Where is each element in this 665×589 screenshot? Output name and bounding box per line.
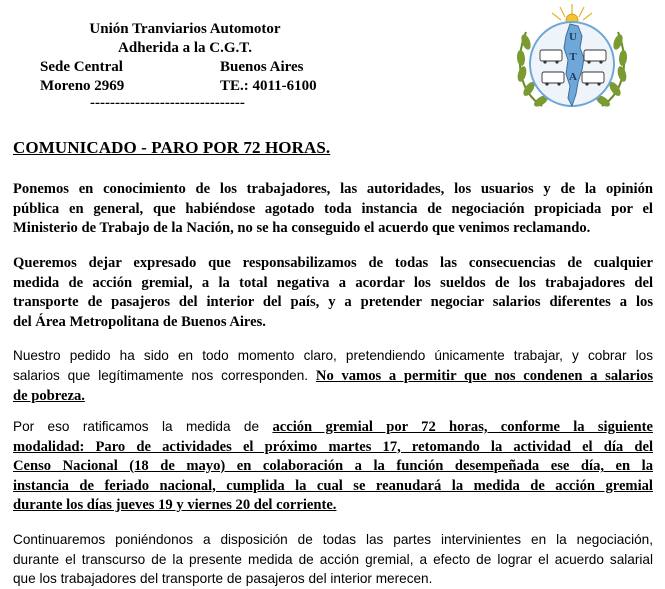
paragraph-5-line: Continuaremos poniéndonos a disposición de todas las partes intervinientes en la negociación, [13, 532, 653, 547]
logo-letter-t: T [569, 51, 577, 63]
paragraph-5-line: durante el transcurso de la presente medida de acción gremial, a efecto de lograr el acuerdo salarial [13, 551, 653, 567]
uta-emblem-icon [512, 2, 632, 120]
emphasis-text: No vamos a permitir que nos condenen a salarios [315, 367, 653, 384]
paragraph-4-line: instancia de feriado nacional, cumplida la cual se reanudará la medida de acción gremial [13, 477, 653, 494]
paragraph-1-line: Ponemos en conocimiento de los trabajadores, las autoridades, los usuarios y de la opinión [13, 181, 653, 197]
paragraph-5 [13, 530, 653, 589]
header-divider: ------------------------------- [90, 95, 245, 111]
paragraph-2 [13, 254, 653, 332]
paragraph-2-line: medida de acción gremial, a la total negativa a acordar los sueldos de los trabajadores del [13, 274, 653, 291]
paragraph-1-line: pública en general, que habiéndose agotado toda instancia de negociación propiciada por el [13, 200, 653, 217]
emphasis-text: de pobreza. [13, 388, 85, 404]
paragraph-1 [13, 180, 653, 239]
paragraph-4-text: Por eso ratificamos la medida de [13, 419, 273, 434]
affiliation: Adherida a la C.G.T. [118, 40, 252, 56]
paragraph-2-line: del Área Metropolitana de Buenos Aires. [13, 313, 266, 330]
address-row-1 [40, 58, 360, 77]
paragraph-2-line: Queremos dejar expresado que responsabilizamos de todas las consecuencias de cualquier [13, 255, 653, 271]
address-row-2 [40, 77, 360, 96]
paragraph-3-line [13, 366, 653, 387]
paragraph-2-line: transporte de pasajeros del interior del país, y a pretender negociar salarios diferentes a los [13, 294, 653, 310]
sede-label: Sede Central [40, 59, 123, 75]
paragraph-4-line: modalidad: Paro de actividades el próximo martes 17, retomando la actividad el día del [13, 438, 653, 455]
city: Buenos Aires [220, 59, 304, 75]
page-title: COMUNICADO - PARO POR 72 HORAS. [13, 138, 331, 157]
phone: TE.: 4011-6100 [220, 78, 317, 94]
letterhead [40, 20, 360, 110]
org-name: Unión Tranviarios Automotor [89, 21, 281, 37]
logo-letter-u: U [569, 31, 577, 43]
paragraph-4-line [13, 417, 653, 438]
paragraph-4-line: Censo Nacional (18 de mayo) en colaboración a la función desempeñada ese día, en la [13, 458, 653, 474]
street-address: Moreno 2969 [40, 78, 125, 94]
emphasis-text: acción gremial por 72 horas, conforme la siguiente [272, 419, 653, 435]
paragraph-3-text: salarios que legítimamente nos corresponden. [13, 367, 316, 383]
paragraph-1-line: Ministerio de Trabajo de la Nación, no se ha conseguido el acuerdo que venimos reclamando. [13, 220, 591, 236]
paragraph-3-line: Nuestro pedido ha sido en todo momento claro, pretendiendo únicamente trabajar, y cobrar los [13, 348, 653, 363]
paragraph-3 [13, 346, 653, 407]
paragraph-4 [13, 417, 653, 516]
paragraph-3-line [13, 386, 653, 407]
paragraph-5-line: que los trabajadores del transporte de pasajeros del interior merecen. [13, 571, 433, 586]
logo-letter-a: A [569, 71, 577, 83]
paragraph-4-line: durante los días jueves 19 y viernes 20 del corriente. [13, 497, 337, 513]
